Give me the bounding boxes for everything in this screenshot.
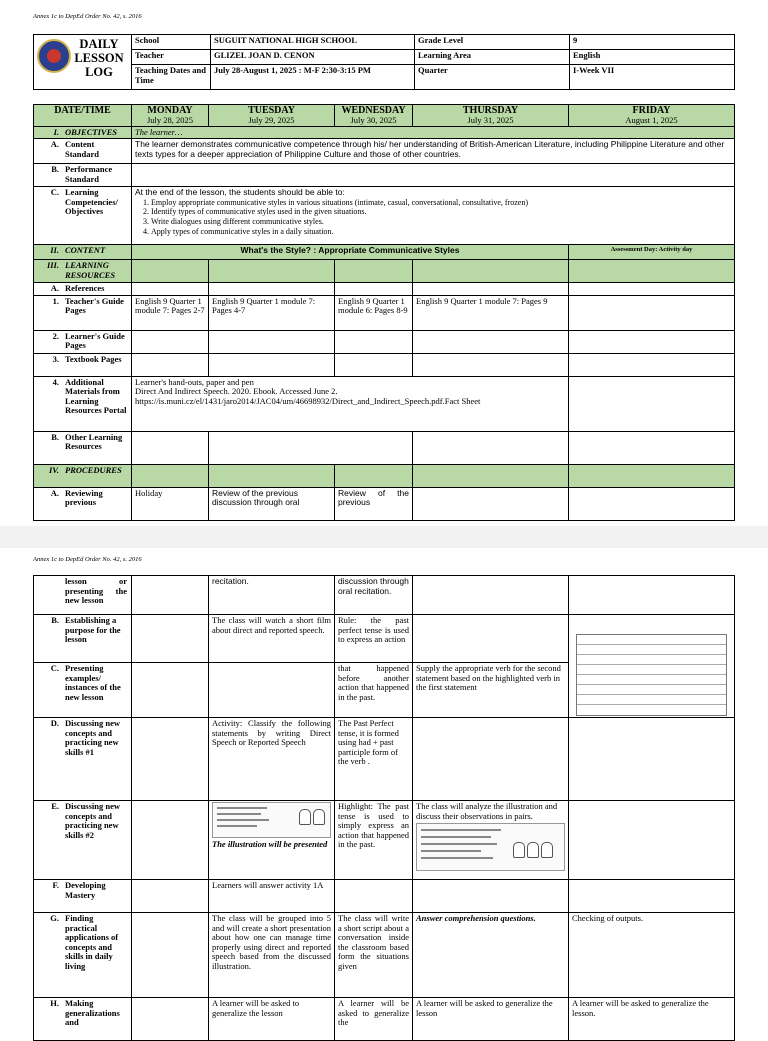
generalize-wednesday: A learner will be asked to generalize the	[335, 998, 413, 1041]
other-resources-row: B. Other Learning Resources	[34, 431, 735, 464]
mastery-tuesday: Learners will answer activity 1A	[209, 880, 335, 913]
grade-value: 9	[570, 35, 735, 50]
applications-row: G. Finding practical applications of concepts and skills in daily living The class will be grouped into 5 and will create a short presentation about how one can manage time properly using direct and reported speech based from the discussed illustration. The class will write a short script about a conversation inside the classroom based form the situations given Answer comprehension questions. Checking of outputs.	[34, 913, 735, 998]
review-tuesday: Review of the previous discussion through oral	[209, 487, 335, 520]
presenting-row: C. Presenting examples/ instances of the new lesson that happened before another action that happened in the past. Supply the appropriate verb for the second statement based on the highlighted verb in the first statement	[34, 663, 735, 718]
additional-materials-row: 4. Additional Materials from Learning Resources Portal Learner's hand-outs, paper and pen Direct And Indirect Speech. 2020. Ebook. Accessed June 2. https://is.muni.cz/el/1431/jaro2014/JAC04/um/46698932/Direct_and_Indirect_Speech.pdf.Fact Sheet	[34, 376, 735, 431]
competencies-row: C. Learning Competencies/ Objectives At the end of the lesson, the students should be able to: 1. Employ appropriate communicative styles in various situations (intimate, casual, conversational, consultative, frozen) 2. Identify types of communicative styles used in the given situations. 3. Write dialogues using different communicative styles. 4. Apply types of communicative styles in a daily situation.	[34, 187, 735, 245]
discussing1-tuesday: Activity: Classify the following statements by writing Direct Speech or Reported Speech	[209, 718, 335, 801]
lesson-table-page1	[33, 104, 735, 521]
presenting-wednesday: that happened before another action that happened in the past.	[335, 663, 413, 718]
tg-monday: English 9 Quarter 1 module 7: Pages 2-7	[132, 295, 209, 330]
applications-tuesday: The class will be grouped into 5 and will create a short presentation about how one can manage time properly using direct and reported speech based from the discussed illustration.	[209, 913, 335, 998]
generalize-tuesday: A learner will be asked to generalize the lesson	[209, 998, 335, 1041]
logo-cell	[34, 35, 132, 90]
lesson-table-page2	[33, 575, 735, 1041]
discussing1-row: D. Discussing new concepts and practicing new skills #1 Activity: Classify the following statements by writing Direct Speech or Reported Speech The Past Perfect tense, it is formed using had + past participle form of the verb .	[34, 718, 735, 801]
quarter-label: Quarter	[415, 65, 570, 90]
review-wednesday-cont: discussion through oral recitation.	[335, 576, 413, 615]
presenting-thursday: Supply the appropriate verb for the second statement based on the highlighted verb in the first statement	[413, 663, 569, 718]
purpose-wednesday: Rule: the past perfect tense is used to express an action	[335, 615, 413, 663]
applications-wednesday: The class will write a short script about a conversation inside the classroom based form the situations given	[335, 913, 413, 998]
dialogue-illustration-image	[212, 802, 331, 838]
generalizations-row: H. Making generalizations and A learner will be asked to generalize the lesson A learner will be asked to generalize the A learner will be asked to generalize the lesson A learner will be asked to generalize the lesson.	[34, 998, 735, 1041]
school-label: School	[132, 35, 211, 50]
tg-wednesday: English 9 Quarter 1 module 6: Pages 8-9	[335, 295, 413, 330]
content-standard-text: The learner demonstrates communicative competence through his/ her understanding of British-American Literature, including Philippine Literature and other texts types for a deeper appreciation of Philippine Culture and those of other countries.	[132, 139, 735, 164]
discussing2-row: E. Discussing new concepts and practicing new skills #2 The illustration will be presented Highlight: The past tense is used to simply express an action that happened in the past. The class will analyze the illustration and discuss their observations in pairs.	[34, 801, 735, 880]
content-title: What's the Style? : Appropriate Communicative Styles	[132, 245, 569, 260]
performance-standard-row: B. Performance Standard	[34, 164, 735, 187]
grade-label: Grade Level	[415, 35, 570, 50]
purpose-tuesday: The class will watch a short film about direct and reported speech.	[209, 615, 335, 663]
dates-value: July 28-August 1, 2025 : M-F 2:30-3:15 PM	[211, 65, 415, 90]
discussing1-wednesday: The Past Perfect tense, it is formed using had + past participle form of the verb .	[335, 718, 413, 801]
thursday-header: THURSDAY July 31, 2025	[413, 105, 569, 127]
area-value: English	[570, 50, 735, 65]
activity-worksheet-cell	[569, 615, 735, 718]
deped-seal-icon	[37, 39, 71, 73]
textbook-row: 3. Textbook Pages	[34, 353, 735, 376]
content-standard-row: A. Content Standard The learner demonstrates communicative competence through his/ her understanding of British-American Literature, including Philippine Literature and other texts types for a deeper appreciation of Philippine Culture and those of other countries.	[34, 139, 735, 164]
day-header-row	[34, 105, 735, 127]
assessment-day-badge: Assessment Day: Activity day	[569, 245, 735, 260]
applications-thursday: Answer comprehension questions.	[413, 913, 569, 998]
additional-materials-text: Learner's hand-outs, paper and pen Direct And Indirect Speech. 2020. Ebook. Accessed June 2. https://is.muni.cz/el/1431/jaro2014/JAC04/um/46698932/Direct_and_Indirect_Speech.pdf.Fact Sheet	[132, 376, 569, 431]
friday-header: FRIDAY August 1, 2025	[569, 105, 735, 127]
objectives-row: I. OBJECTIVES The learner…	[34, 126, 735, 139]
mastery-row: F. Developing Mastery Learners will answer activity 1A	[34, 880, 735, 913]
reviewing-row: A. Reviewing previous Holiday Review of the previous discussion through oral Review of the previous	[34, 487, 735, 520]
monday-header: MONDAY July 28, 2025	[132, 105, 209, 127]
discussing2-tuesday	[209, 801, 335, 880]
annex-label-page2: Annex 1c to DepEd Order No. 42, s. 2016	[33, 556, 142, 563]
procedures-row: IV. PROCEDURES	[34, 464, 735, 487]
competencies-cell: At the end of the lesson, the students should be able to: 1. Employ appropriate communicative styles in various situations (intimate, casual, conversational, consultative, frozen) 2. Identify types of communicative styles used in the given situations. 3. Write dialogues using different communicative styles. 4. Apply types of communicative styles in a daily situation.	[132, 187, 735, 245]
reviewing-row-cont: lesson or presenting the new lesson recitation. discussion through oral recitation.	[34, 576, 735, 615]
teachers-guide-row: 1. Teacher's Guide Pages English 9 Quarter 1 module 7: Pages 2-7 English 9 Quarter 1 module 7: Pages 4-7 English 9 Quarter 1 module 6: Pages 8-9 English 9 Quarter 1 module 7: Pages 9	[34, 295, 735, 330]
classroom-illustration-image	[416, 823, 565, 871]
competencies-list: 1. Employ appropriate communicative styles in various situations (intimate, casual, conversational, consultative, frozen) 2. Identify types of communicative styles used in the given situations. 3. Write dialogues using different communicative styles. 4. Apply types of communicative styles in a daily situation.	[135, 198, 731, 236]
resources-row: III. LEARNING RESOURCES	[34, 260, 735, 283]
wednesday-header: WEDNESDAY July 30, 2025	[335, 105, 413, 127]
learners-guide-row: 2. Learner's Guide Pages	[34, 330, 735, 353]
tuesday-header: TUESDAY July 29, 2025	[209, 105, 335, 127]
content-row: II. CONTENT What's the Style? : Appropriate Communicative Styles Assessment Day: Activity day	[34, 245, 735, 260]
header-table	[33, 34, 735, 90]
school-value: SUGUIT NATIONAL HIGH SCHOOL	[211, 35, 415, 50]
annex-label: Annex 1c to DepEd Order No. 42, s. 2016	[33, 13, 142, 20]
generalize-friday: A learner will be asked to generalize the lesson.	[569, 998, 735, 1041]
daily-lesson-log-title: DAILY LESSON LOG	[74, 37, 124, 79]
tg-thursday: English 9 Quarter 1 module 7: Pages 9	[413, 295, 569, 330]
discussing2-thursday: The class will analyze the illustration and discuss their observations in pairs.	[413, 801, 569, 880]
discussing2-wednesday: Highlight: The past tense is used to simply express an action that happened in the past.	[335, 801, 413, 880]
activity-worksheet-image	[576, 634, 727, 716]
references-row: A. References	[34, 283, 735, 296]
quarter-value: I-Week VII	[570, 65, 735, 90]
review-tuesday-cont: recitation.	[209, 576, 335, 615]
teacher-value: GLIZEL JOAN D. CENON	[211, 50, 415, 65]
dates-label: Teaching Dates and Time	[132, 65, 211, 90]
objectives-heading: OBJECTIVES	[65, 126, 117, 137]
review-wednesday: Review of the previous	[335, 487, 413, 520]
datetime-header: DATE/TIME	[34, 105, 132, 127]
tg-tuesday: English 9 Quarter 1 module 7: Pages 4-7	[209, 295, 335, 330]
illustration-presented-text: The illustration will be presented	[212, 839, 328, 849]
area-label: Learning Area	[415, 50, 570, 65]
applications-friday: Checking of outputs.	[569, 913, 735, 998]
the-learner-text: The learner…	[132, 126, 735, 139]
generalize-thursday: A learner will be asked to generalize the lesson	[413, 998, 569, 1041]
teacher-label: Teacher	[132, 50, 211, 65]
page-break	[0, 526, 768, 548]
review-monday: Holiday	[132, 487, 209, 520]
purpose-row: B. Establishing a purpose for the lesson The class will watch a short film about direct and reported speech. Rule: the past perfect tense is used to express an action	[34, 615, 735, 663]
